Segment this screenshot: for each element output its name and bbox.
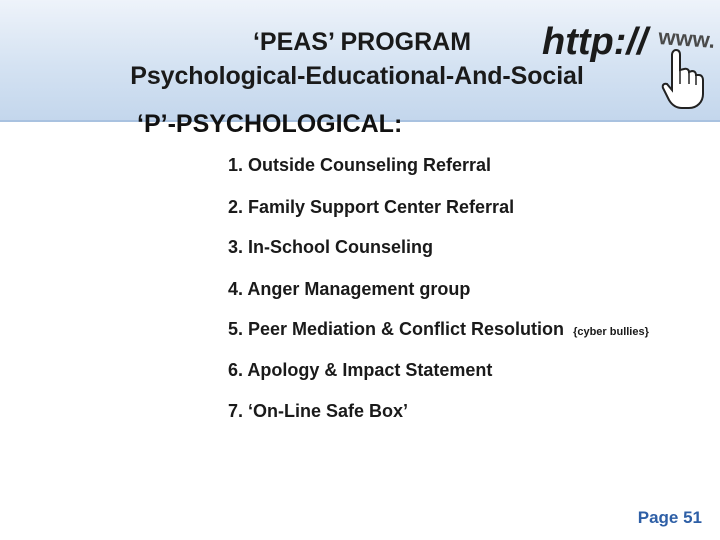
- list-item-text: 1. Outside Counseling Referral: [228, 155, 492, 175]
- list-item: [228, 360, 492, 381]
- list-item: [228, 319, 649, 340]
- slide-title-line-1: ‘PEAS’ PROGRAM: [252, 28, 472, 56]
- logo-www-text: www.: [657, 24, 716, 53]
- list-item-text: 5. Peer Mediation & Conflict Resolution: [228, 319, 565, 339]
- list-item-text: 7. ‘On-Line Safe Box’: [228, 401, 409, 421]
- logo-http-text: http://: [542, 21, 648, 63]
- list-item-text: 3. In-School Counseling: [228, 237, 434, 257]
- list-item-text: 6. Apology & Impact Statement: [228, 360, 493, 380]
- http-www-logo: [540, 10, 720, 110]
- list-item-text: 2. Family Support Center Referral: [228, 197, 515, 217]
- list-item: [228, 197, 514, 218]
- list-item: [228, 401, 408, 422]
- page-number: Page 51: [637, 508, 702, 527]
- list-item: [228, 155, 491, 176]
- slide-title-line-2: Psychological-Educational-And-Social: [130, 62, 584, 90]
- list-item: [228, 237, 433, 258]
- list-item-note: {cyber bullies}: [573, 326, 649, 338]
- section-heading: ‘P’-PSYCHOLOGICAL:: [137, 110, 403, 138]
- list-item: [228, 279, 470, 300]
- list-item-text: 4. Anger Management group: [228, 279, 471, 299]
